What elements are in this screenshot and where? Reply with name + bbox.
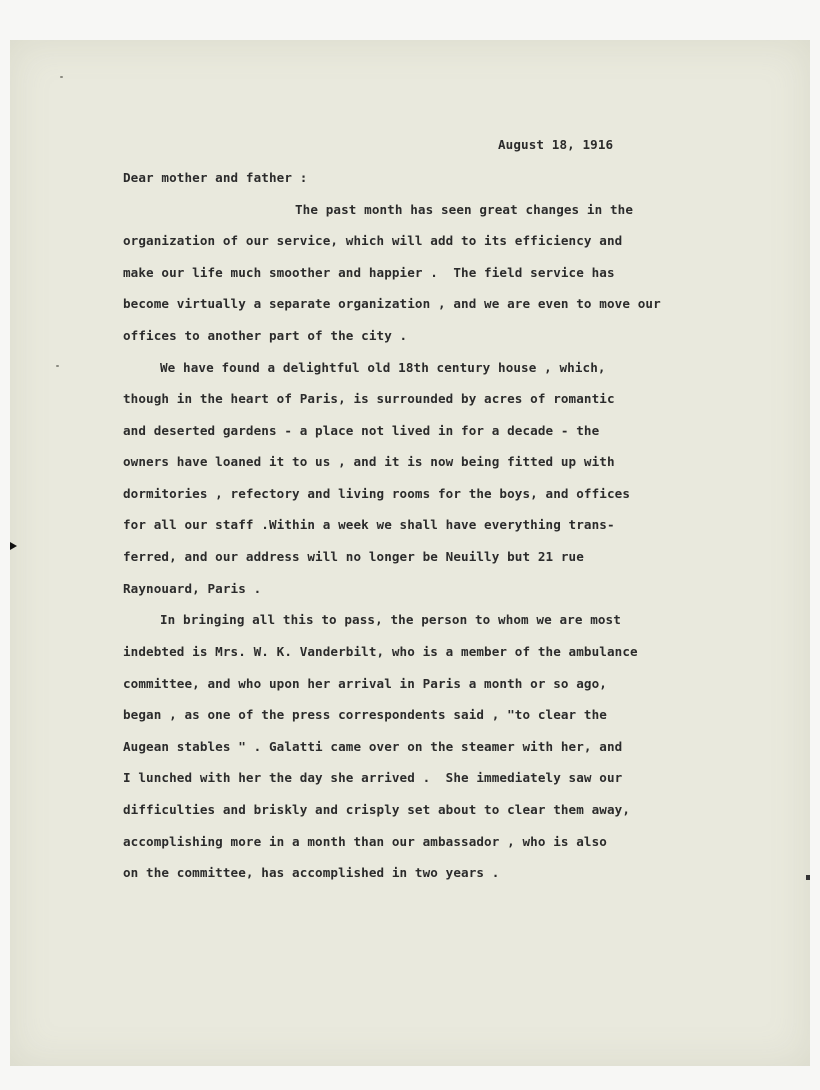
- body-line: become virtually a separate organization , and we are even to move our: [123, 296, 661, 311]
- margin-mark: [10, 542, 17, 550]
- paper-speck: [60, 76, 63, 78]
- body-line: make our life much smoother and happier . The field service has: [123, 265, 615, 280]
- body-line: offices to another part of the city .: [123, 328, 408, 343]
- body-line: In bringing all this to pass, the person to whom we are most: [160, 612, 621, 627]
- body-line: began , as one of the press correspondents said , "to clear the: [123, 707, 607, 722]
- body-line: difficulties and briskly and crisply set about to clear them away,: [123, 802, 631, 817]
- body-line: on the committee, has accomplished in two years .: [123, 865, 500, 880]
- body-line: The past month has seen great changes in the: [295, 202, 634, 217]
- body-line: ferred, and our address will no longer be Neuilly but 21 rue: [123, 549, 584, 564]
- body-line: and deserted gardens - a place not lived in for a decade - the: [123, 423, 600, 438]
- letter-date: August 18, 1916: [498, 137, 614, 152]
- body-line: committee, and who upon her arrival in Paris a month or so ago,: [123, 676, 607, 691]
- typed-letter: [10, 40, 810, 1066]
- body-line: Augean stables " . Galatti came over on the steamer with her, and: [123, 739, 623, 754]
- body-line: accomplishing more in a month than our ambassador , who is also: [123, 834, 607, 849]
- body-line: organization of our service, which will add to its efficiency and: [123, 233, 623, 248]
- body-line: for all our staff .Within a week we shall have everything trans-: [123, 517, 615, 532]
- body-line: Raynouard, Paris .: [123, 581, 262, 596]
- letter-page: [10, 40, 810, 1066]
- salutation: Dear mother and father :: [123, 170, 308, 185]
- body-line: owners have loaned it to us , and it is now being fitted up with: [123, 454, 615, 469]
- body-line: We have found a delightful old 18th century house , which,: [160, 360, 606, 375]
- body-line: indebted is Mrs. W. K. Vanderbilt, who is a member of the ambulance: [123, 644, 638, 659]
- body-line: I lunched with her the day she arrived . She immediately saw our: [123, 770, 623, 785]
- paper-speck: [56, 365, 59, 367]
- margin-mark: [806, 875, 810, 880]
- body-line: though in the heart of Paris, is surrounded by acres of romantic: [123, 391, 615, 406]
- body-line: dormitories , refectory and living rooms for the boys, and offices: [123, 486, 631, 501]
